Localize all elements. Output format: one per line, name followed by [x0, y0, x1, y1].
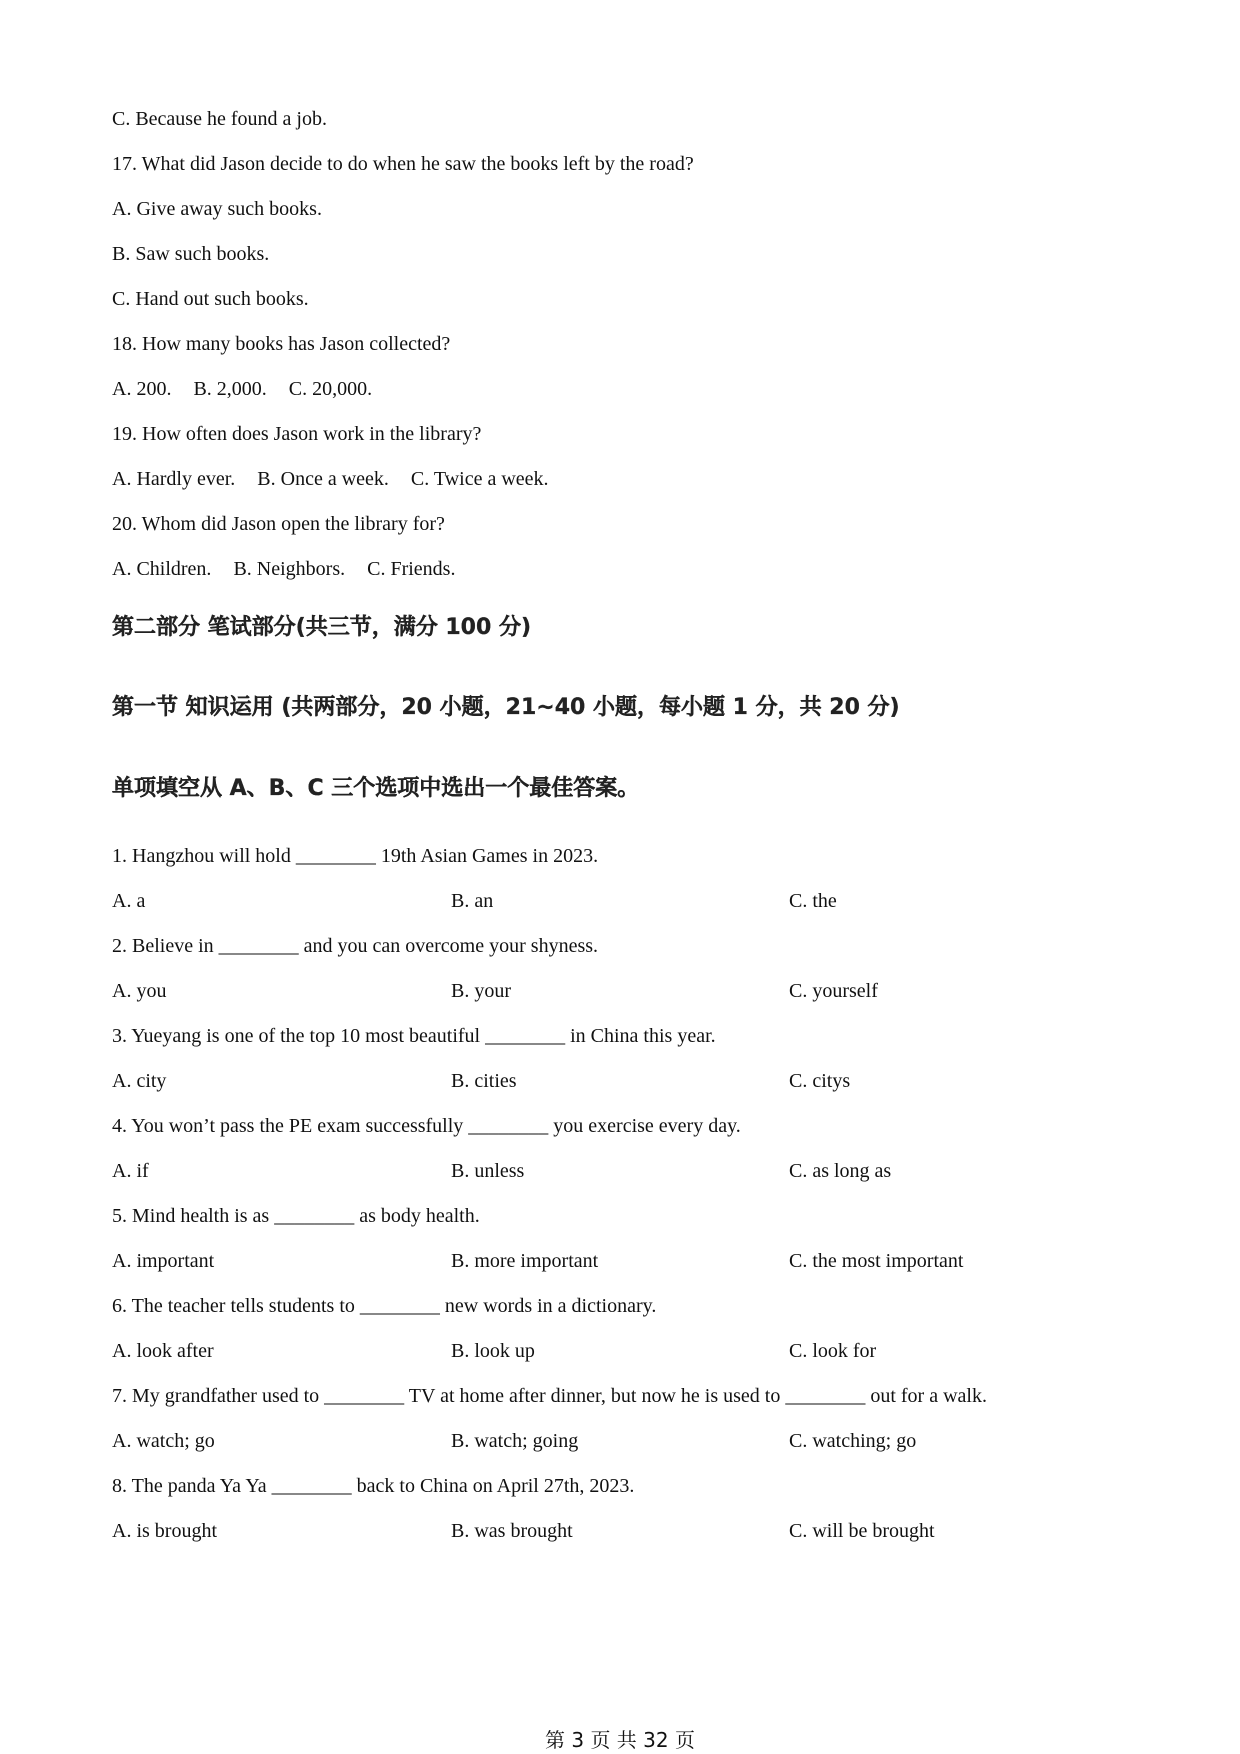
sc-q1-option-a: A. a — [112, 890, 146, 912]
sc-q6-option-c: C. look for — [789, 1340, 877, 1362]
q18-option-a: A. 200. — [112, 378, 172, 400]
page-footer: 第 3 页 共 32 页 — [545, 1728, 695, 1752]
q20-stem: 20. Whom did Jason open the library for? — [112, 513, 445, 535]
q19-option-a: A. Hardly ever. — [112, 468, 236, 490]
q19-stem: 19. How often does Jason work in the library? — [112, 423, 482, 445]
q18-stem: 18. How many books has Jason collected? — [112, 333, 451, 355]
sc-q4-stem: 4. You won’t pass the PE exam successfully ________ you exercise every day. — [112, 1115, 741, 1137]
q20-option-a: A. Children. — [112, 558, 212, 580]
sc-q3-option-a: A. city — [112, 1070, 167, 1092]
sc-q3-option-c: C. citys — [789, 1070, 851, 1092]
q20-option-b: B. Neighbors. — [233, 558, 346, 580]
q19-options — [112, 467, 571, 491]
sc-q7-stem: 7. My grandfather used to ________ TV at home after dinner, but now he is used to ________ out for a walk. — [112, 1385, 987, 1407]
q18-option-b: B. 2,000. — [193, 378, 267, 400]
q17-option-b: B. Saw such books. — [112, 243, 270, 265]
q20-option-c: C. Friends. — [367, 558, 456, 580]
sc-q5-option-b: B. more important — [451, 1250, 599, 1272]
sc-q4-option-a: A. if — [112, 1160, 149, 1182]
sc-q7-option-b: B. watch; going — [451, 1430, 579, 1452]
sc-q6-option-b: B. look up — [451, 1340, 535, 1362]
part2-heading: 第二部分 笔试部分(共三节，满分 100 分) — [112, 615, 532, 640]
sc-q1-stem: 1. Hangzhou will hold ________ 19th Asian Games in 2023. — [112, 845, 599, 867]
sc-q5-stem: 5. Mind health is as ________ as body health. — [112, 1205, 480, 1227]
sc-q8-option-b: B. was brought — [451, 1520, 573, 1542]
sc-q7-option-c: C. watching; go — [789, 1430, 917, 1452]
sc-q8-option-c: C. will be brought — [789, 1520, 935, 1542]
sc-q2-option-c: C. yourself — [789, 980, 878, 1002]
q16-option-c: C. Because he found a job. — [112, 108, 327, 130]
q20-options — [112, 557, 477, 581]
sc-q2-option-b: B. your — [451, 980, 511, 1002]
instruction-heading: 单项填空从 A、B、C 三个选项中选出一个最佳答案。 — [112, 776, 640, 801]
sc-q4-option-c: C. as long as — [789, 1160, 892, 1182]
q17-option-c: C. Hand out such books. — [112, 288, 309, 310]
sc-q6-option-a: A. look after — [112, 1340, 214, 1362]
sc-q1-option-b: B. an — [451, 890, 494, 912]
sc-q5-option-a: A. important — [112, 1250, 215, 1272]
sc-q6-stem: 6. The teacher tells students to ________ new words in a dictionary. — [112, 1295, 657, 1317]
sc-q8-stem: 8. The panda Ya Ya ________ back to China on April 27th, 2023. — [112, 1475, 635, 1497]
sc-q2-stem: 2. Believe in ________ and you can overcome your shyness. — [112, 935, 599, 957]
sc-q4-option-b: B. unless — [451, 1160, 525, 1182]
q17-stem: 17. What did Jason decide to do when he saw the books left by the road? — [112, 153, 694, 175]
sc-q3-option-b: B. cities — [451, 1070, 517, 1092]
section1-heading: 第一节 知识运用 (共两部分，20 小题，21~40 小题，每小题 1 分，共 20 分) — [112, 695, 900, 720]
sc-q3-stem: 3. Yueyang is one of the top 10 most beautiful ________ in China this year. — [112, 1025, 716, 1047]
q19-option-b: B. Once a week. — [257, 468, 389, 490]
sc-q8-option-a: A. is brought — [112, 1520, 217, 1542]
sc-q5-option-c: C. the most important — [789, 1250, 964, 1272]
q18-option-c: C. 20,000. — [288, 378, 373, 400]
q18-options — [112, 377, 394, 401]
sc-q7-option-a: A. watch; go — [112, 1430, 215, 1452]
sc-q1-option-c: C. the — [789, 890, 837, 912]
q17-option-a: A. Give away such books. — [112, 198, 322, 220]
q19-option-c: C. Twice a week. — [410, 468, 549, 490]
sc-q2-option-a: A. you — [112, 980, 167, 1002]
